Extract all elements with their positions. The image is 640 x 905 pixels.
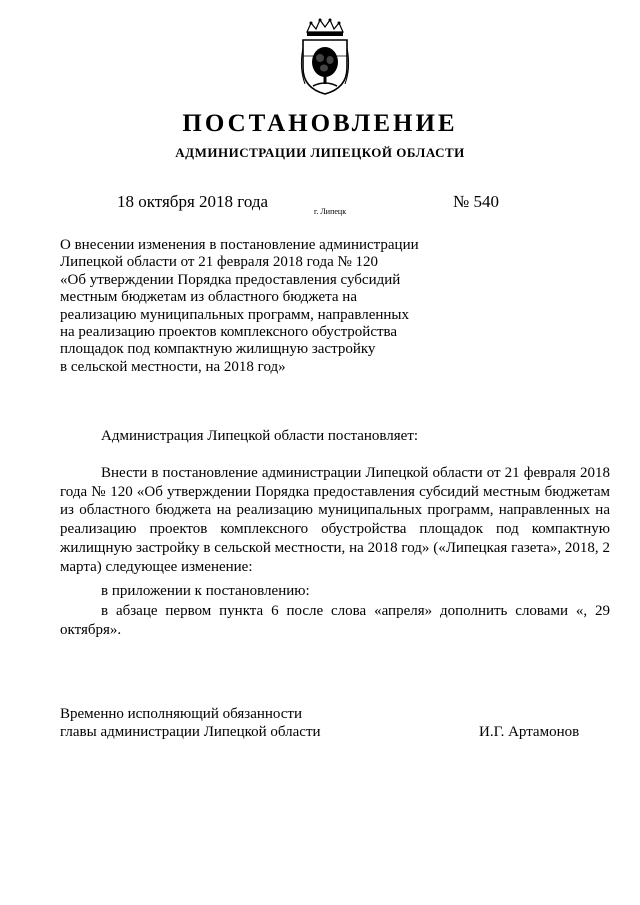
heading-line: местным бюджетам из областного бюджета на [60, 289, 357, 306]
heading-line: в сельской местности, на 2018 год» [60, 358, 286, 375]
resolution-lead: Администрация Липецкой области постановляет: [101, 428, 419, 444]
resolution-heading [60, 237, 440, 376]
amendment-text: в абзаце первом пункта 6 после слова «апреля» дополнить словами «, 29 октября». [60, 603, 610, 638]
heading-line: «Об утверждении Порядка предоставления субсидий [60, 271, 401, 288]
heading-line: Липецкой области от 21 февраля 2018 года № 120 [60, 254, 379, 271]
signatory-position-line1: Временно исполняющий обязанности [60, 706, 303, 722]
heading-line: О внесении изменения в постановление администрации [60, 237, 419, 253]
heading-line: на реализацию проектов комплексного обустройства [60, 324, 398, 341]
document-date: 18 октября 2018 года [117, 192, 269, 211]
resolution-paragraph: Внести в постановление администрации Липецкой области от 21 февраля 2018 года № 120 «Об утверждении Порядка предоставления субсидий местным бюджетам из областного бюджета на реализацию муниципальных программ, направленных на реализацию проектов комплексного обустройства площадок под компактную жилищную застройку в сельской местности, на 2018 год» («Липецкая газета», 2018, 2 марта) следующее изменение: [60, 465, 610, 575]
document-number: № 540 [453, 192, 499, 211]
signatory-position-line2: главы администрации Липецкой области [60, 724, 321, 740]
document-city: г. Липецк [314, 207, 347, 216]
heading-line: площадок под компактную жилищную застройку [60, 341, 376, 358]
heading-line: реализацию муниципальных программ, направленных [60, 306, 409, 323]
document-title: ПОСТАНОВЛЕНИЕ [182, 110, 458, 137]
coat-of-arms-icon [299, 18, 351, 96]
signatory-name: И.Г. Артамонов [479, 724, 580, 740]
issuing-authority: АДМИНИСТРАЦИИ ЛИПЕЦКОЙ ОБЛАСТИ [175, 145, 465, 160]
appendix-note: в приложении к постановлению: [101, 583, 310, 599]
